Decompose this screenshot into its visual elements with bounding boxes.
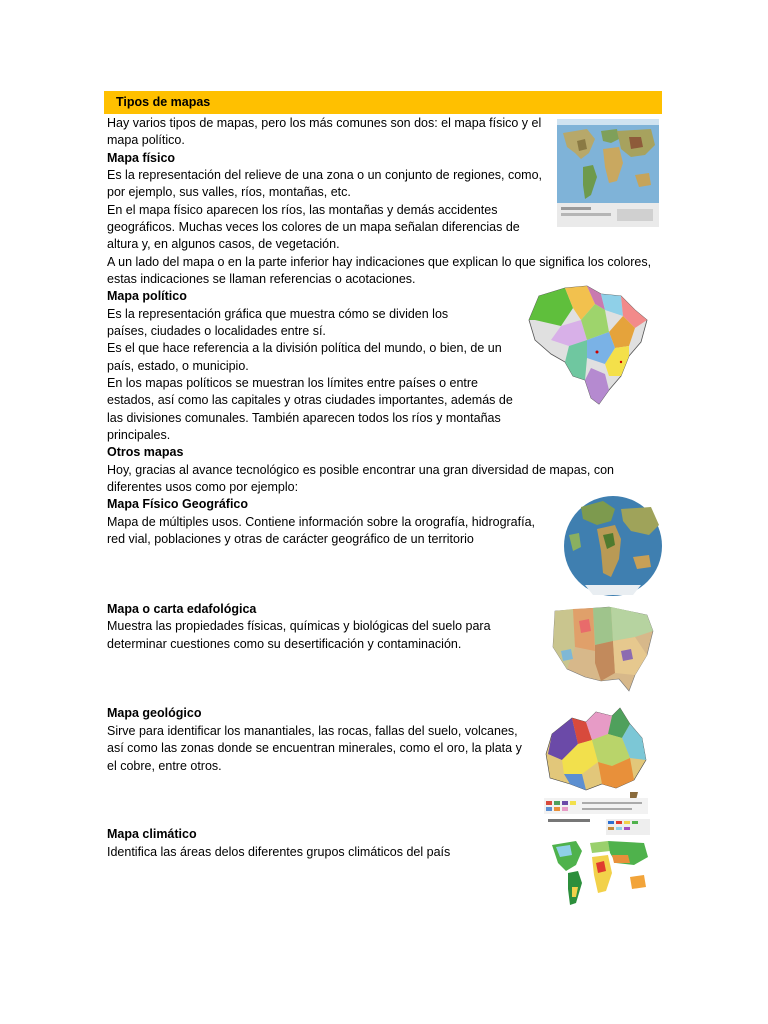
brazil-political-map-icon: [525, 280, 650, 414]
text-line: Sirve para identificar los manantiales, las rocas, fallas del suelo, volcanes,: [107, 723, 518, 738]
text-line: altura y, en algunos casos, de vegetación.: [107, 237, 340, 251]
heading-mapa-politico: Mapa político: [107, 289, 187, 303]
text-line: estados, así como las capitales y otras ciudades importantes, además de: [107, 393, 513, 407]
text-line: A un lado del mapa o en la parte inferior hay indicaciones que explican lo que significa los colores,: [107, 254, 652, 269]
heading-otros-mapas: Otros mapas: [107, 445, 184, 459]
text-line: geográficos. Muchas veces los colores de un mapa señalan diferencias de: [107, 220, 520, 234]
text-line: Mapa de múltiples usos. Contiene información sobre la orografía, hidrografía,: [107, 514, 536, 529]
text-line: Hay varios tipos de mapas, pero los más comunes son dos: el mapa físico y el: [107, 116, 542, 130]
section-title: Tipos de mapas: [116, 95, 211, 109]
text-line: Es la representación del relieve de una zona o un conjunto de regiones, como,: [107, 168, 543, 182]
text-line: diferentes usos como por ejemplo:: [107, 480, 299, 494]
text-line: las divisiones comunales. También aparecen todos los ríos y montañas: [107, 410, 501, 425]
australia-geological-map-icon: [542, 704, 650, 816]
heading-mapa-geologico: Mapa geológico: [107, 706, 202, 720]
globe-physical-geographic-map-icon: [563, 495, 663, 598]
usa-soil-map-icon: [549, 601, 657, 695]
text-line: países, ciudades o localidades entre sí.: [107, 324, 326, 338]
section-header: [104, 91, 662, 114]
text-line: Hoy, gracias al avance tecnológico es posible encontrar una gran diversidad de mapas, con: [107, 462, 615, 477]
text-line: En el mapa físico aparecen los ríos, las montañas y demás accidentes: [107, 202, 498, 217]
text-line: estas indicaciones se llaman referencias o acotaciones.: [107, 272, 416, 286]
text-line: red vial, poblaciones y otras de carácter geográfico de un territorio: [107, 532, 474, 546]
heading-mapa-climatico: Mapa climático: [107, 827, 197, 841]
text-line: país, estado, o municipio.: [107, 358, 249, 373]
text-line: por ejemplo, sus valles, ríos, montañas, etc.: [107, 185, 351, 199]
heading-mapa-edafologico: Mapa o carta edafológica: [107, 601, 257, 616]
text-line: En los mapas políticos se muestran los límites entre países o entre: [107, 376, 479, 390]
text-line: determinar cuestiones como su desertificación y contaminación.: [107, 636, 462, 651]
text-line: así como las zonas donde se encuentran minerales, como el oro, la plata y: [107, 741, 522, 755]
world-climate-map-icon: [546, 817, 654, 917]
heading-mapa-fisico-geografico: Mapa Físico Geográfico: [107, 497, 249, 511]
text-line: Es la representación gráfica que muestra cómo se dividen los: [107, 306, 449, 321]
world-physical-map-icon: [557, 119, 659, 227]
text-line: mapa político.: [107, 133, 185, 147]
heading-mapa-fisico: Mapa físico: [107, 150, 176, 165]
text-line: principales.: [107, 428, 171, 442]
text-line: el cobre, entre otros.: [107, 758, 222, 773]
text-line: Es el que hace referencia a la división política del mundo, o bien, de un: [107, 341, 502, 355]
text-line: Muestra las propiedades físicas, químicas y biológicas del suelo para: [107, 619, 491, 633]
text-line: Identifica las áreas delos diferentes grupos climáticos del país: [107, 845, 451, 859]
